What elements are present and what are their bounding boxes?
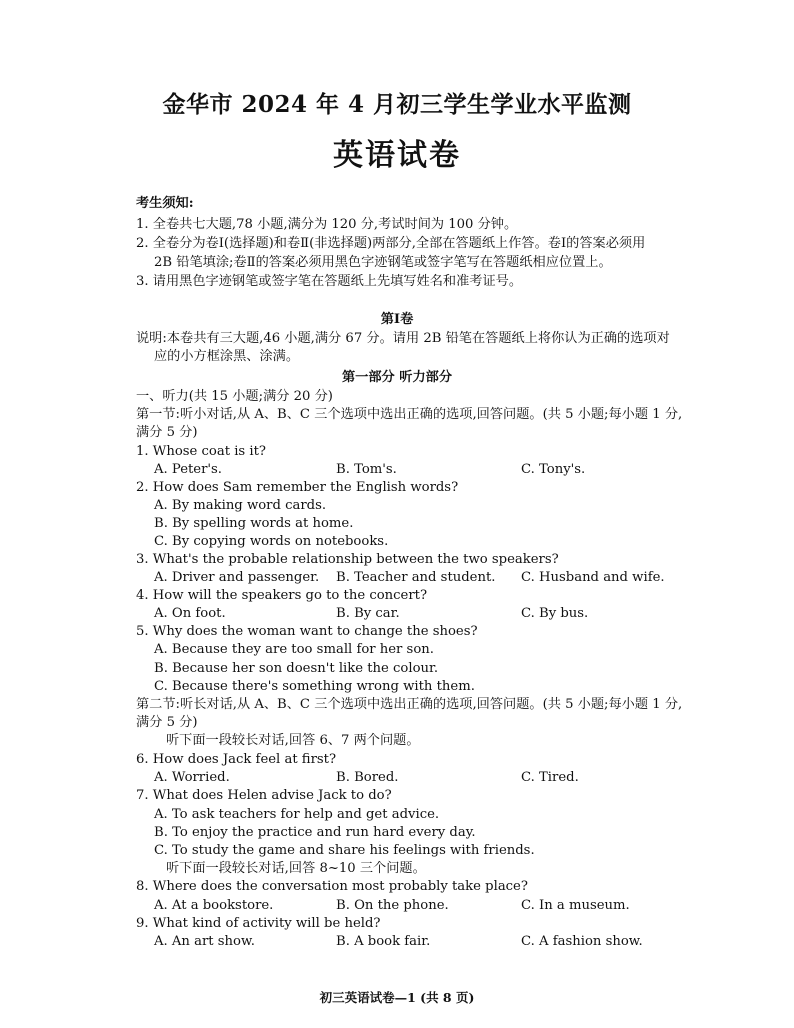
question-stem: 4. How will the speakers go to the concert? (136, 588, 428, 603)
listening-instruction: 听下面一段较长对话,回答 8~10 三个问题。 (166, 861, 426, 876)
question-stem: 5. Why does the woman want to change the shoes? (136, 624, 478, 639)
option-c: C. Husband and wife. (521, 570, 665, 585)
option-a: A. On foot. (154, 606, 226, 621)
option-c: C. In a museum. (521, 898, 630, 913)
option-c: C. A fashion show. (521, 934, 643, 949)
option-c: C. Tired. (521, 770, 579, 785)
volume-description: 说明:本卷共有三大题,46 小题,满分 67 分。请用 2B 铅笔在答题纸上将你认为正确的选项对 (136, 331, 670, 346)
section-instructions: 满分 5 分) (136, 715, 198, 730)
option-b: B. A book fair. (336, 934, 431, 949)
option-a: A. Driver and passenger. (154, 570, 320, 585)
volume-heading: 第Ⅰ卷 (380, 312, 414, 327)
option-c: C. Because there's something wrong with them. (154, 679, 475, 694)
exam-subtitle: 英语试卷 (333, 138, 461, 173)
option-a: A. Worried. (154, 770, 230, 785)
part-heading: 第一部分 听力部分 (341, 370, 453, 385)
notice-item: 1. 全卷共七大题,78 小题,满分为 120 分,考试时间为 100 分钟。 (136, 217, 518, 232)
question-stem: 3. What's the probable relationship between the two speakers? (136, 552, 559, 567)
section-title: 一、听力(共 15 小题;满分 20 分) (136, 389, 333, 404)
option-c: C. By bus. (521, 606, 589, 621)
option-a: A. Because they are too small for her son. (154, 642, 434, 657)
question-stem: 7. What does Helen advise Jack to do? (136, 788, 392, 803)
question-stem: 1. Whose coat is it? (136, 444, 266, 459)
exam-title: 金华市 2024 年 4 月初三学生学业水平监测 (162, 91, 632, 118)
option-c: C. By copying words on notebooks. (154, 534, 389, 549)
option-a: A. At a bookstore. (154, 898, 274, 913)
notice-item: 2. 全卷分为卷Ⅰ(选择题)和卷Ⅱ(非选择题)两部分,全部在答题纸上作答。卷Ⅰ的答案必须用 (136, 236, 646, 251)
option-b: B. Because her son doesn't like the colour. (154, 661, 439, 676)
section-instructions: 满分 5 分) (136, 425, 198, 440)
option-b: B. On the phone. (336, 898, 449, 913)
volume-description: 应的小方框涂黑、涂满。 (154, 349, 300, 364)
option-b: B. By car. (336, 606, 400, 621)
option-b: B. By spelling words at home. (154, 516, 354, 531)
option-c: C. To study the game and share his feelings with friends. (154, 843, 535, 858)
question-stem: 2. How does Sam remember the English words? (136, 480, 459, 495)
section-instructions: 第一节:听小对话,从 A、B、C 三个选项中选出正确的选项,回答问题。(共 5 小题;每小题 1 分, (136, 407, 683, 422)
notice-item: 2B 铅笔填涂;卷Ⅱ的答案必须用黑色字迹钢笔或签字笔写在答题纸相应位置上。 (154, 255, 612, 270)
option-b: B. Tom's. (336, 462, 397, 477)
section-instructions: 第二节:听长对话,从 A、B、C 三个选项中选出正确的选项,回答问题。(共 5 小题;每小题 1 分, (136, 697, 683, 712)
question-stem: 6. How does Jack feel at first? (136, 752, 337, 767)
notice-heading: 考生须知: (136, 196, 194, 211)
option-a: A. An art show. (154, 934, 255, 949)
option-a: A. Peter's. (154, 462, 222, 477)
question-stem: 9. What kind of activity will be held? (136, 916, 381, 931)
listening-instruction: 听下面一段较长对话,回答 6、7 两个问题。 (166, 733, 420, 748)
notice-item: 3. 请用黑色字迹钢笔或签字笔在答题纸上先填写姓名和准考证号。 (136, 274, 523, 289)
option-a: A. To ask teachers for help and get advice. (154, 807, 440, 822)
option-c: C. Tony's. (521, 462, 586, 477)
page-footer: 初三英语试卷—1 (共 8 页) (319, 990, 475, 1005)
option-b: B. Bored. (336, 770, 399, 785)
question-stem: 8. Where does the conversation most probably take place? (136, 879, 528, 894)
option-a: A. By making word cards. (154, 498, 327, 513)
option-b: B. Teacher and student. (336, 570, 496, 585)
option-b: B. To enjoy the practice and run hard every day. (154, 825, 476, 840)
